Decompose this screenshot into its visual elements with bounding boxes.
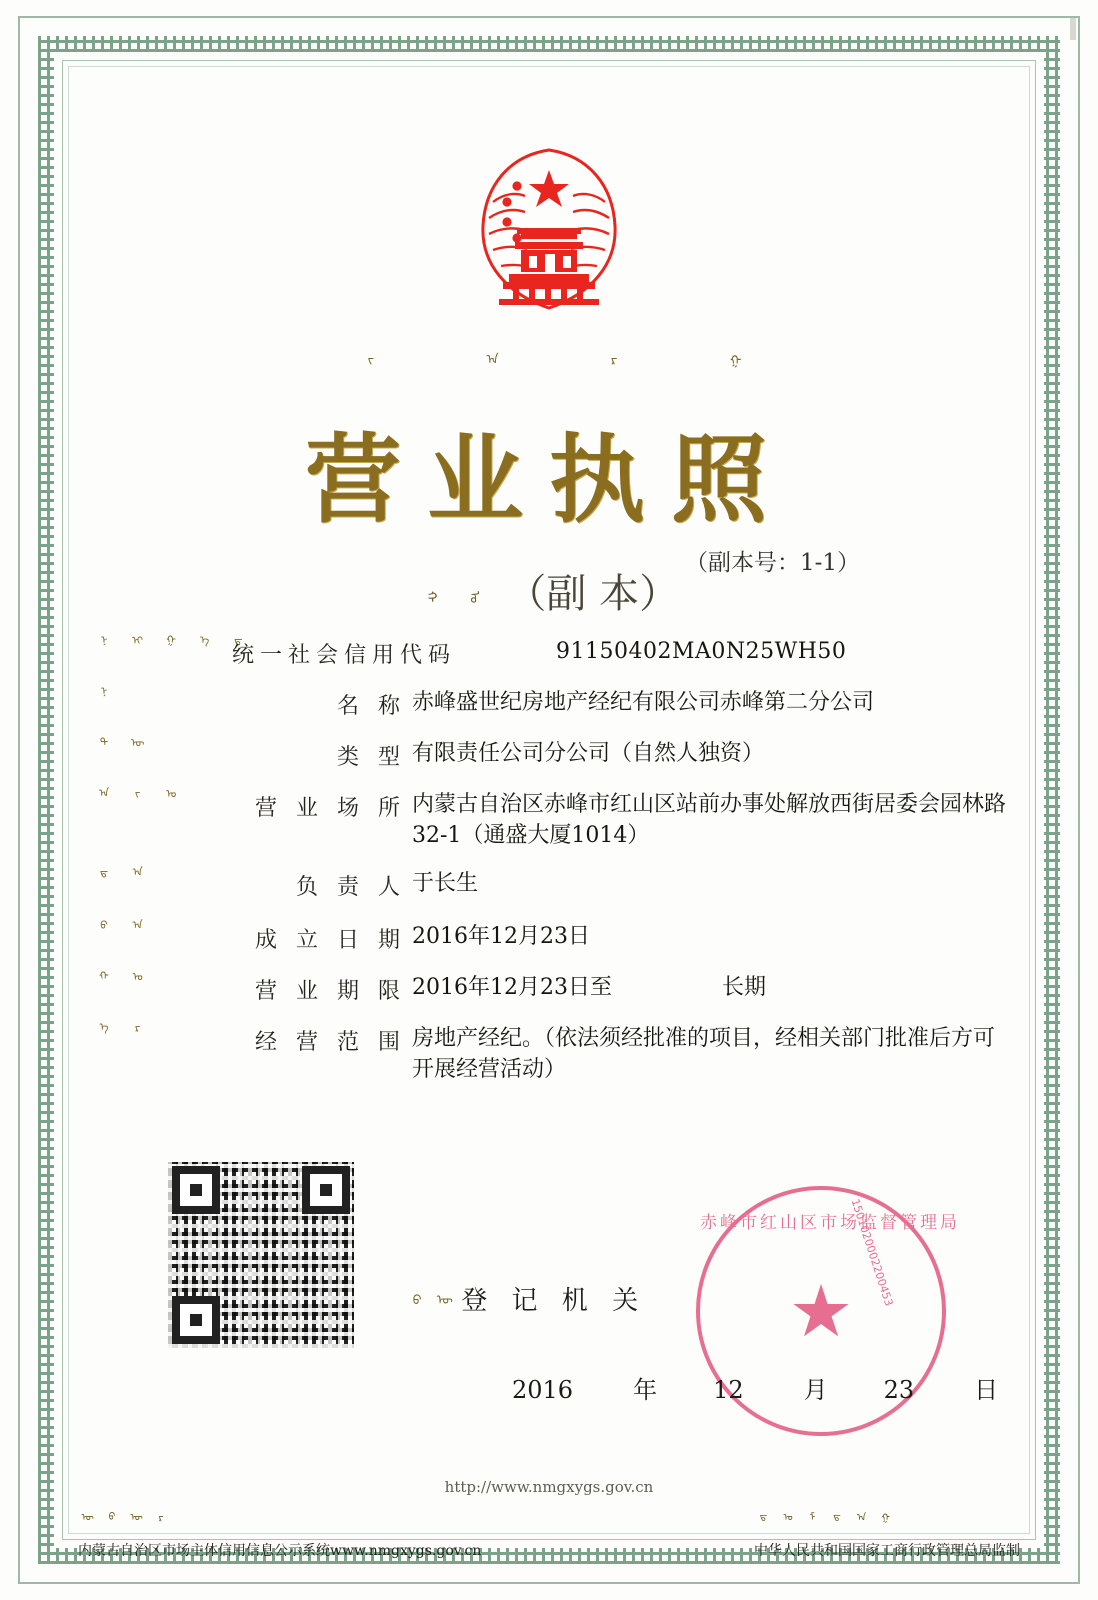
mongolian-title-row bbox=[76, 352, 1022, 365]
mongolian-glyph: ᠬ bbox=[422, 591, 438, 603]
national-emblem-wrap bbox=[76, 142, 1022, 318]
field-value-business-term-start: 2016年12月23日至 bbox=[412, 975, 612, 1000]
mongolian-glyph: ᠡ bbox=[95, 1021, 109, 1032]
mongolian-glyph: ᠠ bbox=[129, 866, 143, 877]
footer-left-text: 内蒙古自治区市场主体信用信息公示系统www.nmgxygs.gov.cn bbox=[78, 1543, 482, 1559]
footer-left-mongolian bbox=[78, 1511, 481, 1537]
field-label-unified-social-credit-code: 统一社会信用代码 bbox=[232, 643, 457, 668]
field-row-business-premises bbox=[82, 785, 1016, 849]
field-row-business-scope bbox=[82, 1019, 1016, 1097]
registry-authority-row bbox=[406, 1280, 646, 1317]
field-row-business-term bbox=[82, 968, 1016, 1012]
mongolian-glyph: ᠥ bbox=[129, 736, 143, 747]
mongolian-glyph: ᠥ bbox=[78, 1511, 90, 1521]
field-label-business-term: 营 业 期 限 bbox=[255, 979, 406, 1004]
field-value-business-scope: 房地产经纪。（依法须经批准的项目，经相关部门批准后方可开展经营活动） bbox=[412, 1026, 996, 1083]
field-list bbox=[82, 632, 1016, 1104]
issue-date-year: 2016 bbox=[512, 1376, 574, 1404]
mongolian-glyph: ᠳ bbox=[828, 1511, 839, 1521]
issue-date-month: 12 bbox=[713, 1376, 744, 1404]
field-label-responsible-person: 负 责 人 bbox=[296, 875, 406, 900]
mongolian-glyph: ᠥ bbox=[127, 1511, 139, 1521]
issue-date-day-unit: 日 bbox=[974, 1376, 999, 1404]
field-value-business-premises: 内蒙古自治区赤峰市红山区站前办事处解放西街居委会园林路32-1（通盛大厦1014） bbox=[412, 792, 1007, 849]
field-row-company-name bbox=[82, 683, 1016, 727]
field-row-unified-social-credit-code bbox=[82, 632, 1016, 676]
footer-right-mongolian bbox=[754, 1511, 1020, 1537]
seal-code: 1501020002200453 bbox=[848, 1197, 896, 1308]
mongolian-glyph: ᠪ bbox=[405, 1292, 421, 1305]
mongolian-glyph: ᠢ bbox=[129, 634, 143, 645]
field-row-establishment-date bbox=[82, 917, 1016, 961]
mongolian-glyph: ᠳ bbox=[229, 634, 243, 645]
footer bbox=[76, 1511, 1022, 1560]
field-label-business-scope: 经 营 范 围 bbox=[255, 1030, 406, 1055]
qr-eye-top-right bbox=[302, 1166, 350, 1214]
issue-date-year-unit: 年 bbox=[633, 1376, 658, 1404]
mongolian-glyph: ᠲ bbox=[95, 736, 109, 747]
field-label-company-type: 类 型 bbox=[337, 745, 406, 770]
mongolian-glyph: ᠠ bbox=[481, 352, 496, 365]
mongolian-glyph: ᠠ bbox=[129, 919, 143, 930]
document-title-sub: （副 本） bbox=[506, 571, 680, 617]
seal-star-icon: ★ bbox=[788, 1269, 854, 1353]
issue-date-row bbox=[512, 1370, 1032, 1405]
field-value-responsible-person: 于长生 bbox=[412, 871, 479, 896]
mongolian-glyph: ᠳ bbox=[754, 1511, 766, 1521]
mongolian-glyph: ᠭ bbox=[162, 634, 176, 645]
issue-date-day: 23 bbox=[883, 1376, 915, 1404]
field-row-company-type bbox=[82, 734, 1016, 778]
field-value-business-term-end: 长期 bbox=[721, 975, 766, 1000]
document-title: 营业执照 bbox=[305, 423, 793, 536]
field-value-establishment-date: 2016年12月23日 bbox=[412, 924, 590, 949]
document-title-sub-wrap bbox=[76, 562, 1022, 619]
mongolian-glyph: ᠦ bbox=[433, 1292, 449, 1305]
field-label-company-name: 名 称 bbox=[337, 694, 406, 719]
mongolian-glyph: ᠭ bbox=[877, 1511, 888, 1521]
mongolian-glyph: ᠪ bbox=[103, 1511, 114, 1521]
mongolian-glyph: ᠭ bbox=[724, 352, 740, 365]
national-emblem-icon bbox=[459, 142, 639, 318]
page-edge-mark bbox=[1070, 18, 1076, 40]
field-value-unified-social-credit-code: 91150402MA0N25WH50 bbox=[556, 639, 847, 664]
footer-left-block bbox=[78, 1511, 481, 1560]
mongolian-glyph: ᠵ bbox=[359, 352, 375, 365]
mongolian-glyph: ᠮ bbox=[803, 1511, 815, 1521]
mongolian-glyph: ᠠ bbox=[95, 787, 109, 798]
mongolian-glyph: ᠡ bbox=[196, 634, 210, 645]
mongolian-glyph: ᠤ bbox=[129, 970, 143, 981]
mongolian-glyph: ᠨ bbox=[95, 634, 109, 645]
mongolian-glyph: ᠪ bbox=[95, 919, 109, 930]
mongolian-glyph: ᠷ bbox=[152, 1511, 163, 1521]
footer-center-url: http://www.nmgxygs.gov.cn bbox=[444, 1478, 654, 1496]
mongolian-glyph: ᠵ bbox=[129, 787, 143, 798]
mongolian-glyph: ᠨ bbox=[95, 685, 109, 696]
document-content bbox=[76, 74, 1022, 1559]
field-label-establishment-date: 成 立 日 期 bbox=[255, 928, 406, 953]
issue-date-month-unit: 月 bbox=[803, 1376, 828, 1404]
mongolian-glyph: ᠤ bbox=[466, 590, 482, 604]
footer-right-block bbox=[754, 1511, 1020, 1560]
mongolian-glyph: ᠷ bbox=[602, 352, 618, 365]
mongolian-glyph: ᠤ bbox=[162, 787, 176, 798]
qr-eye-bottom-left bbox=[172, 1296, 220, 1344]
mongolian-glyph: ᠬ bbox=[95, 970, 109, 981]
field-value-company-name: 赤峰盛世纪房地产经纪有限公司赤峰第二分公司 bbox=[412, 690, 875, 715]
field-value-company-type: 有限责任公司分公司（自然人独资） bbox=[412, 741, 765, 766]
field-label-business-premises: 营 业 场 所 bbox=[255, 796, 406, 821]
field-row-responsible-person bbox=[82, 836, 1016, 910]
mongolian-glyph: ᠷ bbox=[129, 1021, 143, 1032]
field-value-business-term bbox=[412, 972, 1016, 1003]
qr-code[interactable] bbox=[168, 1162, 354, 1348]
seal-authority-name: 赤峰市红山区市场监督管理局 bbox=[700, 1213, 960, 1233]
qr-eye-top-left bbox=[172, 1166, 220, 1214]
footer-right-text: 中华人民共和国国家工商行政管理总局监制 bbox=[754, 1543, 1020, 1559]
mongolian-glyph: ᠠ bbox=[852, 1511, 864, 1521]
registry-authority-label: 登 记 机 关 bbox=[461, 1286, 647, 1316]
mongolian-glyph: ᠳ bbox=[95, 866, 109, 877]
mongolian-glyph: ᠤ bbox=[779, 1511, 790, 1521]
copy-number: （副本号：1-1） bbox=[684, 550, 860, 576]
